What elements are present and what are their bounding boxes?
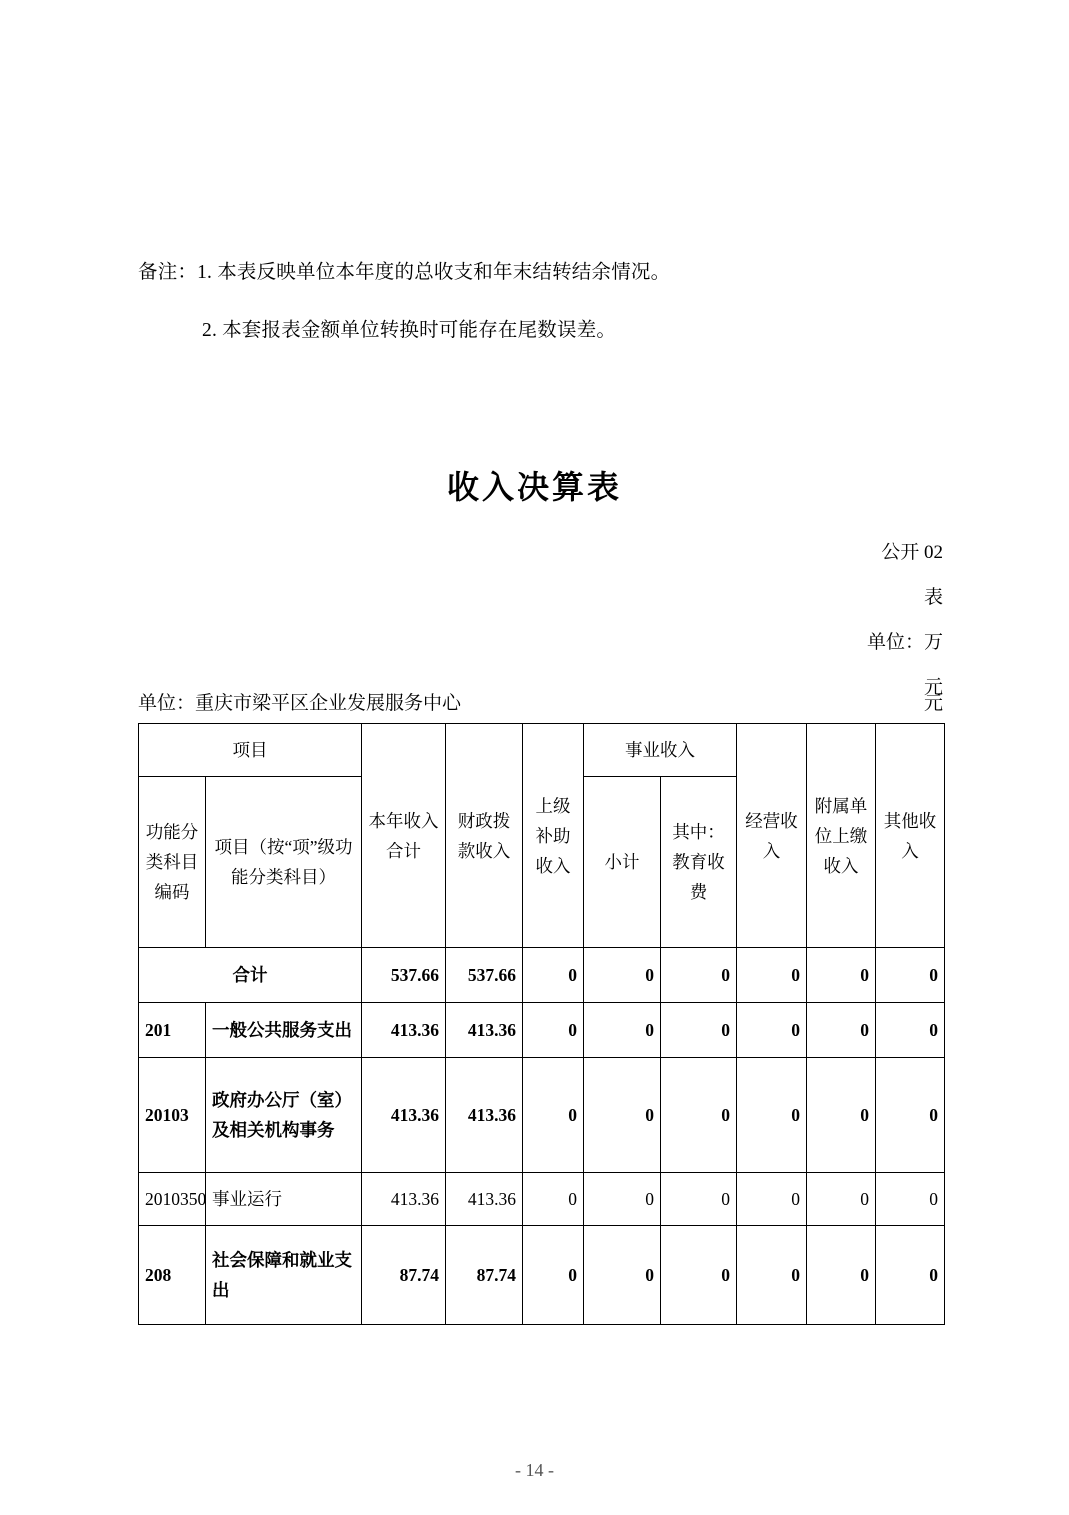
meta-block xyxy=(543,530,943,710)
cell-business-subtotal: 0 xyxy=(584,1003,661,1058)
cell-superior-subsidy: 0 xyxy=(523,1226,584,1325)
cell-year-income-total: 87.74 xyxy=(362,1226,446,1325)
cell-business-education-fee: 0 xyxy=(661,1173,737,1226)
cell-affiliated-unit-payment: 0 xyxy=(807,1058,876,1173)
cell-superior-subsidy: 0 xyxy=(523,1173,584,1226)
cell-code: 20103 xyxy=(139,1058,206,1173)
cell-other-income: 0 xyxy=(876,1058,945,1173)
cell-operating-income: 0 xyxy=(737,1003,807,1058)
cell-name: 一般公共服务支出 xyxy=(206,1003,362,1058)
income-final-accounts-table-wrapper xyxy=(138,723,944,1325)
cell-other-income: 0 xyxy=(876,1226,945,1325)
cell-year-income-total: 413.36 xyxy=(362,1173,446,1226)
cell-business-education-fee: 0 xyxy=(661,1003,737,1058)
table-row xyxy=(139,1173,945,1226)
cell-business-subtotal: 0 xyxy=(584,1226,661,1325)
cell-business-education-fee: 0 xyxy=(661,1226,737,1325)
unit-currency: 元 xyxy=(923,693,943,714)
meta-table-word: 表 xyxy=(923,587,943,608)
cell-affiliated-unit-payment: 0 xyxy=(807,1173,876,1226)
cell-superior-subsidy: 0 xyxy=(523,1058,584,1173)
header-affiliated-unit-payment: 附属单位上缴收入 xyxy=(807,724,876,948)
table-row xyxy=(139,1003,945,1058)
cell-name: 事业运行 xyxy=(206,1173,362,1226)
cell-name: 政府办公厅（室）及相关机构事务 xyxy=(206,1058,362,1173)
table-row xyxy=(139,1058,945,1173)
cell-name: 社会保障和就业支出 xyxy=(206,1226,362,1325)
cell-fiscal-appropriation: 413.36 xyxy=(446,1003,523,1058)
cell-affiliated-unit-payment: 0 xyxy=(807,948,876,1003)
meta-unit-yuan: 元 xyxy=(923,677,943,698)
cell-year-income-total: 537.66 xyxy=(362,948,446,1003)
cell-code: 201 xyxy=(139,1003,206,1058)
page-title: 收入决算表 xyxy=(446,468,622,506)
income-final-accounts-table xyxy=(138,723,945,1325)
cell-fiscal-appropriation: 413.36 xyxy=(446,1173,523,1226)
header-year-income-total: 本年收入合计 xyxy=(362,724,446,948)
notes-block xyxy=(138,258,938,346)
cell-operating-income: 0 xyxy=(737,1173,807,1226)
header-business-education-fee: 其中：教育收费 xyxy=(661,777,737,948)
meta-disclosure-number: 公开 02 xyxy=(881,542,943,563)
note-line-1: 备注：1. 本表反映单位本年度的总收支和年末结转结余情况。 xyxy=(138,262,671,283)
page-footer: - 14 - xyxy=(515,1460,554,1480)
header-business-income-group: 事业收入 xyxy=(584,724,737,777)
cell-superior-subsidy: 0 xyxy=(523,948,584,1003)
row-label-total: 合计 xyxy=(139,948,362,1003)
cell-affiliated-unit-payment: 0 xyxy=(807,1003,876,1058)
cell-other-income: 0 xyxy=(876,1173,945,1226)
cell-operating-income: 0 xyxy=(737,1058,807,1173)
header-business-subtotal: 小计 xyxy=(584,777,661,948)
cell-code: 2010350 xyxy=(139,1173,206,1226)
table-row xyxy=(139,1226,945,1325)
cell-business-subtotal: 0 xyxy=(584,1173,661,1226)
meta-unit-label: 单位：万 xyxy=(866,632,943,653)
cell-other-income: 0 xyxy=(876,948,945,1003)
cell-superior-subsidy: 0 xyxy=(523,1003,584,1058)
cell-year-income-total: 413.36 xyxy=(362,1058,446,1173)
cell-business-subtotal: 0 xyxy=(584,1058,661,1173)
cell-fiscal-appropriation: 413.36 xyxy=(446,1058,523,1173)
header-operating-income: 经营收入 xyxy=(737,724,807,948)
cell-operating-income: 0 xyxy=(737,1226,807,1325)
header-name-column: 项目（按“项”级功能分类科目） xyxy=(206,777,362,948)
header-code-column: 功能分类科目编码 xyxy=(139,777,206,948)
unit-caption-row xyxy=(138,688,943,715)
cell-fiscal-appropriation: 537.66 xyxy=(446,948,523,1003)
header-fiscal-appropriation: 财政拨款收入 xyxy=(446,724,523,948)
cell-code: 208 xyxy=(139,1226,206,1325)
cell-other-income: 0 xyxy=(876,1003,945,1058)
cell-affiliated-unit-payment: 0 xyxy=(807,1226,876,1325)
table-row xyxy=(139,948,945,1003)
cell-year-income-total: 413.36 xyxy=(362,1003,446,1058)
note-line-2: 2. 本套报表金额单位转换时可能存在尾数误差。 xyxy=(202,320,617,341)
header-superior-subsidy: 上级补助收入 xyxy=(523,724,584,948)
cell-fiscal-appropriation: 87.74 xyxy=(446,1226,523,1325)
header-other-income: 其他收入 xyxy=(876,724,945,948)
cell-business-subtotal: 0 xyxy=(584,948,661,1003)
header-project-group: 项目 xyxy=(139,724,362,777)
table-header-row-top xyxy=(139,724,945,777)
cell-business-education-fee: 0 xyxy=(661,948,737,1003)
cell-business-education-fee: 0 xyxy=(661,1058,737,1173)
cell-operating-income: 0 xyxy=(737,948,807,1003)
unit-organization: 单位：重庆市梁平区企业发展服务中心 xyxy=(138,693,462,714)
